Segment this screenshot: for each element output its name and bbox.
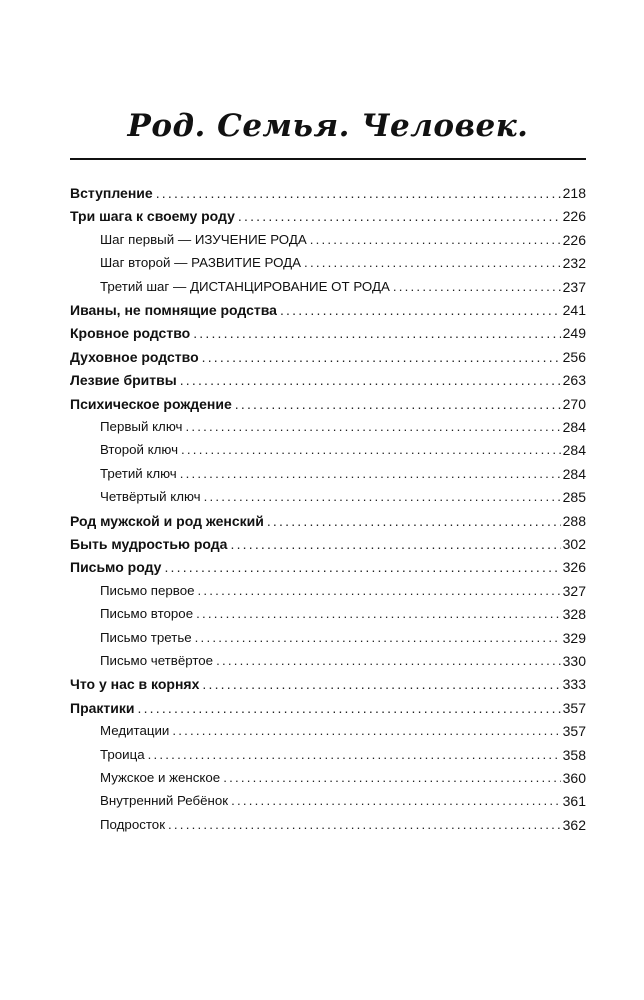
toc-chapter: [70, 297, 586, 319]
dot-leader: [204, 488, 561, 506]
dot-leader: [267, 512, 561, 530]
dot-leader: [304, 254, 561, 272]
toc-subsection: [70, 648, 586, 670]
page-title: Род. Семья. Человек.: [127, 108, 529, 144]
toc-page-number: 270: [562, 395, 586, 412]
dot-leader: [172, 722, 560, 740]
toc-subsection: [70, 812, 586, 834]
toc-entry-label: Письмо роду: [70, 559, 162, 576]
dot-leader: [202, 675, 560, 693]
toc-entry-label: Духовное родство: [70, 348, 199, 365]
toc-page-number: 330: [562, 653, 586, 669]
toc-page-number: 357: [562, 723, 586, 740]
toc-entry-label: Иваны, не помнящие родства: [70, 302, 277, 318]
dot-leader: [235, 395, 561, 413]
toc-entry-label: Второй ключ: [100, 442, 179, 458]
toc-page-number: 329: [562, 629, 586, 646]
dot-leader: [230, 535, 560, 553]
toc-entry-label: Лезвие бритвы: [70, 372, 177, 389]
toc-subsection: [70, 601, 586, 623]
toc-subsection: [70, 227, 586, 249]
dot-leader: [198, 582, 561, 600]
toc-entry-label: Род мужской и род женский: [70, 512, 264, 529]
dot-leader: [180, 371, 561, 389]
toc-subsection: [70, 414, 586, 436]
dot-leader: [216, 652, 561, 670]
dot-leader: [310, 231, 561, 249]
dot-leader: [185, 418, 560, 436]
dot-leader: [180, 465, 561, 483]
dot-leader: [238, 207, 561, 225]
toc-subsection: [70, 788, 586, 810]
toc-chapter: [70, 391, 586, 413]
dot-leader: [195, 629, 561, 647]
toc-page-number: 285: [562, 489, 586, 506]
toc-subsection: [70, 742, 586, 764]
toc-page-number: 361: [562, 793, 586, 810]
dot-leader: [148, 746, 561, 764]
toc-entry-label: Третий шаг — ДИСТАНЦИРОВАНИЕ ОТ РОДА: [100, 278, 390, 294]
toc-entry-label: Внутренний Ребёнок: [100, 793, 229, 809]
toc-page-number: 249: [562, 325, 586, 342]
toc-page-number: 263: [562, 372, 586, 389]
toc-page-number: 358: [562, 746, 586, 763]
toc-page-number: 362: [562, 816, 586, 833]
toc-entry-label: Троица: [100, 746, 145, 762]
toc-page-number: 232: [562, 255, 586, 272]
title-divider: [70, 158, 586, 160]
toc-subsection: [70, 765, 586, 787]
toc-page-number: 237: [562, 278, 586, 295]
dot-leader: [168, 816, 561, 834]
toc-entry-label: Письмо первое: [100, 582, 195, 598]
dot-leader: [181, 441, 561, 459]
toc-entry-label: Первый ключ: [100, 419, 183, 434]
toc-entry-label: Шаг первый — ИЗУЧЕНИЕ РОДА: [100, 231, 307, 247]
toc-chapter: [70, 367, 586, 389]
toc-page-number: 357: [562, 699, 586, 716]
toc-page-number: 326: [562, 559, 586, 576]
toc-entry-label: Четвёртый ключ: [100, 489, 201, 505]
toc-subsection: [70, 484, 586, 506]
toc-subsection: [70, 625, 586, 647]
dot-leader: [164, 558, 560, 576]
toc-page-number: 284: [562, 465, 586, 482]
toc-entry-label: Третий ключ: [100, 465, 177, 481]
toc-entry-label: Мужское и женское: [100, 770, 221, 785]
toc-chapter: [70, 531, 586, 553]
toc-chapter: [70, 671, 586, 693]
dot-leader: [196, 605, 561, 623]
dot-leader: [137, 699, 560, 717]
toc-page-number: 327: [562, 582, 586, 599]
toc-chapter: [70, 344, 586, 366]
toc-entry-label: Кровное родство: [70, 325, 191, 342]
toc-entry-label: Письмо третье: [100, 629, 192, 645]
toc-entry-label: Психическое рождение: [70, 395, 232, 412]
toc-entry-label: Практики: [70, 699, 135, 716]
toc-page-number: 226: [562, 231, 586, 248]
dot-leader: [223, 769, 560, 787]
toc-entry-label: Три шага к своему роду: [70, 208, 235, 225]
toc-subsection: [70, 274, 586, 296]
toc-page-number: 333: [562, 676, 586, 693]
toc-chapter: [70, 508, 586, 530]
toc-page-number: 284: [562, 442, 586, 459]
dot-leader: [280, 301, 561, 319]
toc-page-number: 360: [562, 770, 586, 786]
dot-leader: [193, 324, 560, 342]
toc-chapter: [70, 554, 586, 576]
toc-entry-label: Письмо второе: [100, 606, 194, 622]
toc-page-number: 288: [562, 512, 586, 529]
toc-entry-label: Медитации: [100, 723, 170, 739]
toc-page-number: 256: [562, 348, 586, 365]
toc-page-number: 328: [562, 606, 586, 623]
toc-subsection: [70, 461, 586, 483]
dot-leader: [393, 278, 561, 296]
toc-entry-label: Шаг второй — РАЗВИТИЕ РОДА: [100, 255, 302, 271]
toc-subsection: [70, 437, 586, 459]
toc-chapter: [70, 320, 586, 342]
dot-leader: [156, 184, 561, 202]
toc-page-number: 226: [562, 208, 586, 225]
toc-page-number: 218: [562, 185, 586, 201]
dot-leader: [231, 792, 561, 810]
toc-chapter: [70, 695, 586, 717]
dot-leader: [202, 348, 561, 366]
toc-subsection: [70, 578, 586, 600]
toc-entry-label: Что у нас в корнях: [70, 676, 200, 693]
toc-subsection: [70, 718, 586, 740]
toc-page-number: 302: [562, 536, 586, 552]
toc-entry-label: Быть мудростью рода: [70, 536, 228, 552]
toc-entry-label: Письмо четвёртое: [100, 653, 214, 668]
toc-chapter: [70, 203, 586, 225]
toc-page-number: 284: [562, 419, 586, 435]
toc-entry-label: Подросток: [100, 816, 166, 832]
toc-page-number: 241: [562, 302, 586, 318]
toc-entry-label: Вступление: [70, 185, 153, 201]
toc-chapter: [70, 180, 586, 202]
toc-subsection: [70, 250, 586, 272]
